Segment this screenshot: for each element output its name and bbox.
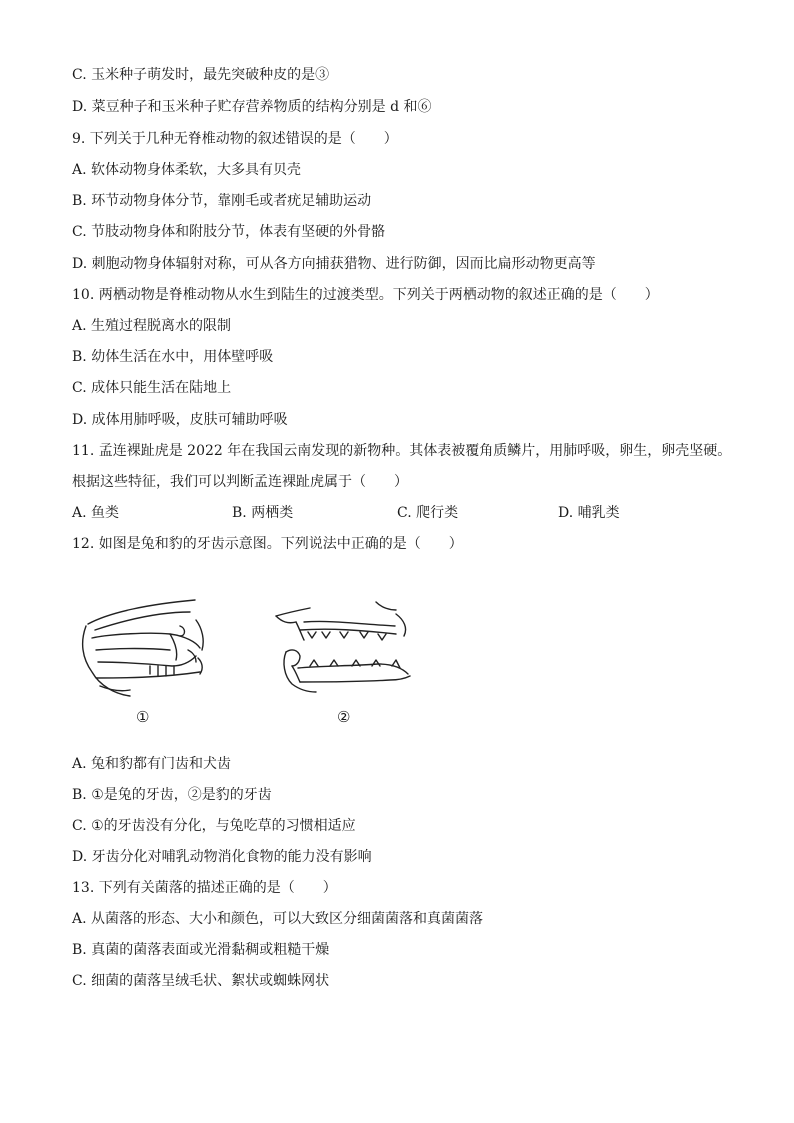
q9-option-b: B. 环节动物身体分节，靠刚毛或者疣足辅助运动 xyxy=(72,193,372,209)
q12-option-d: D. 牙齿分化对哺乳动物消化食物的能力没有影响 xyxy=(72,849,372,865)
figure-label-2: ② xyxy=(337,708,351,726)
q13-stem: 13. 下列有关菌落的描述正确的是（ ） xyxy=(72,880,337,896)
q12-option-b: B. ①是兔的牙齿，②是豹的牙齿 xyxy=(72,787,272,803)
q9-stem: 9. 下列关于几种无脊椎动物的叙述错误的是（ ） xyxy=(72,131,398,147)
q11-option-d: D. 哺乳类 xyxy=(558,505,620,521)
q8-option-c: C. 玉米种子萌发时，最先突破种皮的是③ xyxy=(72,67,330,83)
q9-option-d: D. 刺胞动物身体辐射对称，可从各方向捕获猎物、进行防御，因而比扁形动物更高等 xyxy=(72,256,596,272)
q11-options xyxy=(72,503,732,523)
q8-option-d: D. 菜豆种子和玉米种子贮存营养物质的结构分别是 d 和⑥ xyxy=(72,99,432,115)
q11-option-c: C. 爬行类 xyxy=(397,505,459,521)
q10-stem: 10. 两栖动物是脊椎动物从水生到陆生的过渡类型。下列关于两栖动物的叙述正确的是（ ） xyxy=(72,287,659,303)
q11-stem-line2: 根据这些特征，我们可以判断孟连裸趾虎属于（ ） xyxy=(72,474,408,490)
q13-option-b: B. 真菌的菌落表面或光滑黏稠或粗糙干燥 xyxy=(72,942,330,958)
q10-option-b: B. 幼体生活在水中，用体壁呼吸 xyxy=(72,349,274,365)
q9-option-c: C. 节肢动物身体和附肢分节，体表有坚硬的外骨骼 xyxy=(72,224,386,240)
q12-option-a: A. 兔和豹都有门齿和犬齿 xyxy=(72,756,232,772)
q10-option-c: C. 成体只能生活在陆地上 xyxy=(72,380,232,396)
q10-option-a: A. 生殖过程脱离水的限制 xyxy=(72,318,232,334)
q9-option-a: A. 软体动物身体柔软，大多具有贝壳 xyxy=(72,162,302,178)
figure-label-1: ① xyxy=(136,708,150,726)
leopard-jaw-drawing xyxy=(276,602,410,692)
q12-option-c: C. ①的牙齿没有分化，与兔吃草的习惯相适应 xyxy=(72,818,356,834)
teeth-figure xyxy=(0,590,794,735)
q11-option-a: A. 鱼类 xyxy=(72,505,120,521)
q11-option-b: B. 两栖类 xyxy=(232,505,294,521)
rabbit-skull-drawing xyxy=(83,600,204,696)
q10-option-d: D. 成体用肺呼吸，皮肤可辅助呼吸 xyxy=(72,412,288,428)
q11-stem-line1: 11. 孟连裸趾虎是 2022 年在我国云南发现的新物种。其体表被覆角质鳞片，用肺呼吸，卵生，卵壳坚硬。 xyxy=(72,443,732,459)
q13-option-c: C. 细菌的菌落呈绒毛状、絮状或蜘蛛网状 xyxy=(72,973,330,989)
q12-stem: 12. 如图是兔和豹的牙齿示意图。下列说法中正确的是（ ） xyxy=(72,536,463,552)
q13-option-a: A. 从菌落的形态、大小和颜色，可以大致区分细菌菌落和真菌菌落 xyxy=(72,911,484,927)
